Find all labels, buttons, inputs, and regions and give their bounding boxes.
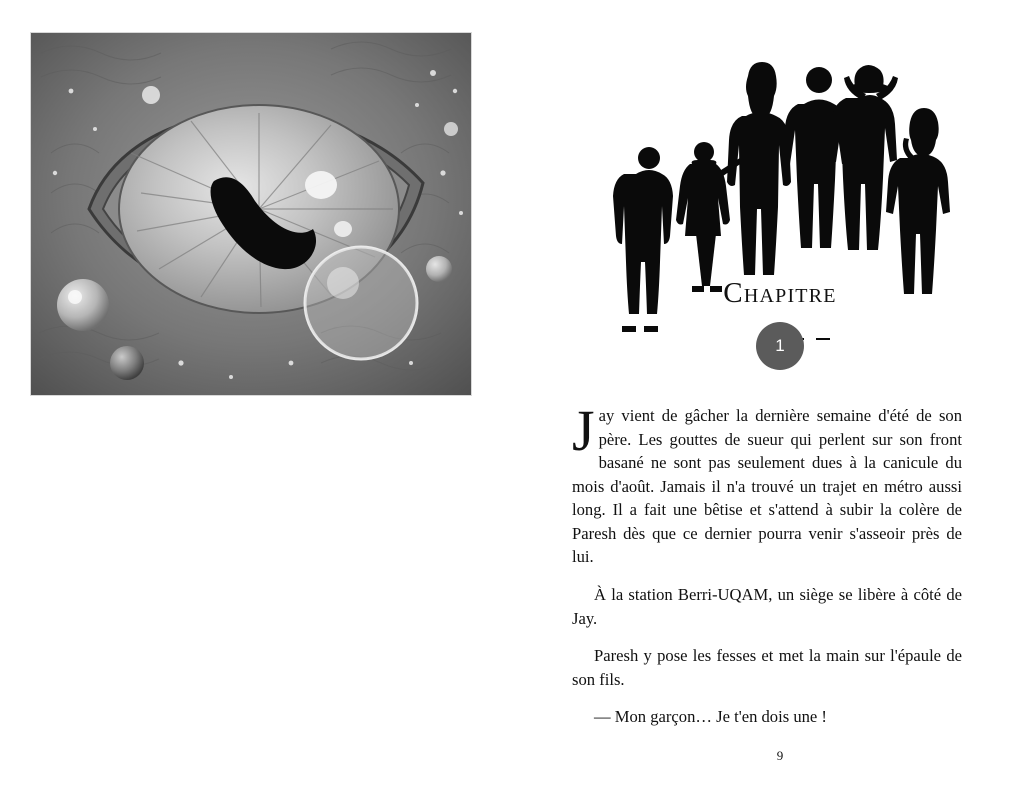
chapter-number-value: 1 <box>775 336 785 355</box>
dropcap-letter: J <box>572 398 595 463</box>
right-page <box>560 0 1000 793</box>
dragon-eye-illustration-svg <box>31 33 471 395</box>
chapter-title <box>560 277 1000 310</box>
body-text <box>572 398 962 743</box>
paragraph-1 <box>572 398 962 569</box>
paragraph-3: Paresh y pose les fesses et met la main sur l'épaule de son fils. <box>572 646 962 689</box>
paragraph-2: À la station Berri-UQAM, un siège se libère à côté de Jay. <box>572 584 962 628</box>
paragraph-4: — Mon garçon… Je t'en dois une ! <box>594 707 827 727</box>
page-number: 9 <box>776 748 784 763</box>
dragon-eye-illustration <box>30 32 472 396</box>
chapter-label: Chapitre <box>723 277 837 309</box>
chapter-number-badge <box>756 322 804 370</box>
paragraph-1-text: ay vient de gâcher la dernière semaine d'été de son père. Les gouttes de sueur qui perlent sur son front basané ne sont pas seulement dues à la canicule du mois d'août. Jamais il n'a trouvé un trajet en métro aussi long. Il a fait une bêtise et s'attend à subir la colère de Paresh dès que ce dernier pourra venir s'asseoir près de lui. <box>572 406 962 567</box>
